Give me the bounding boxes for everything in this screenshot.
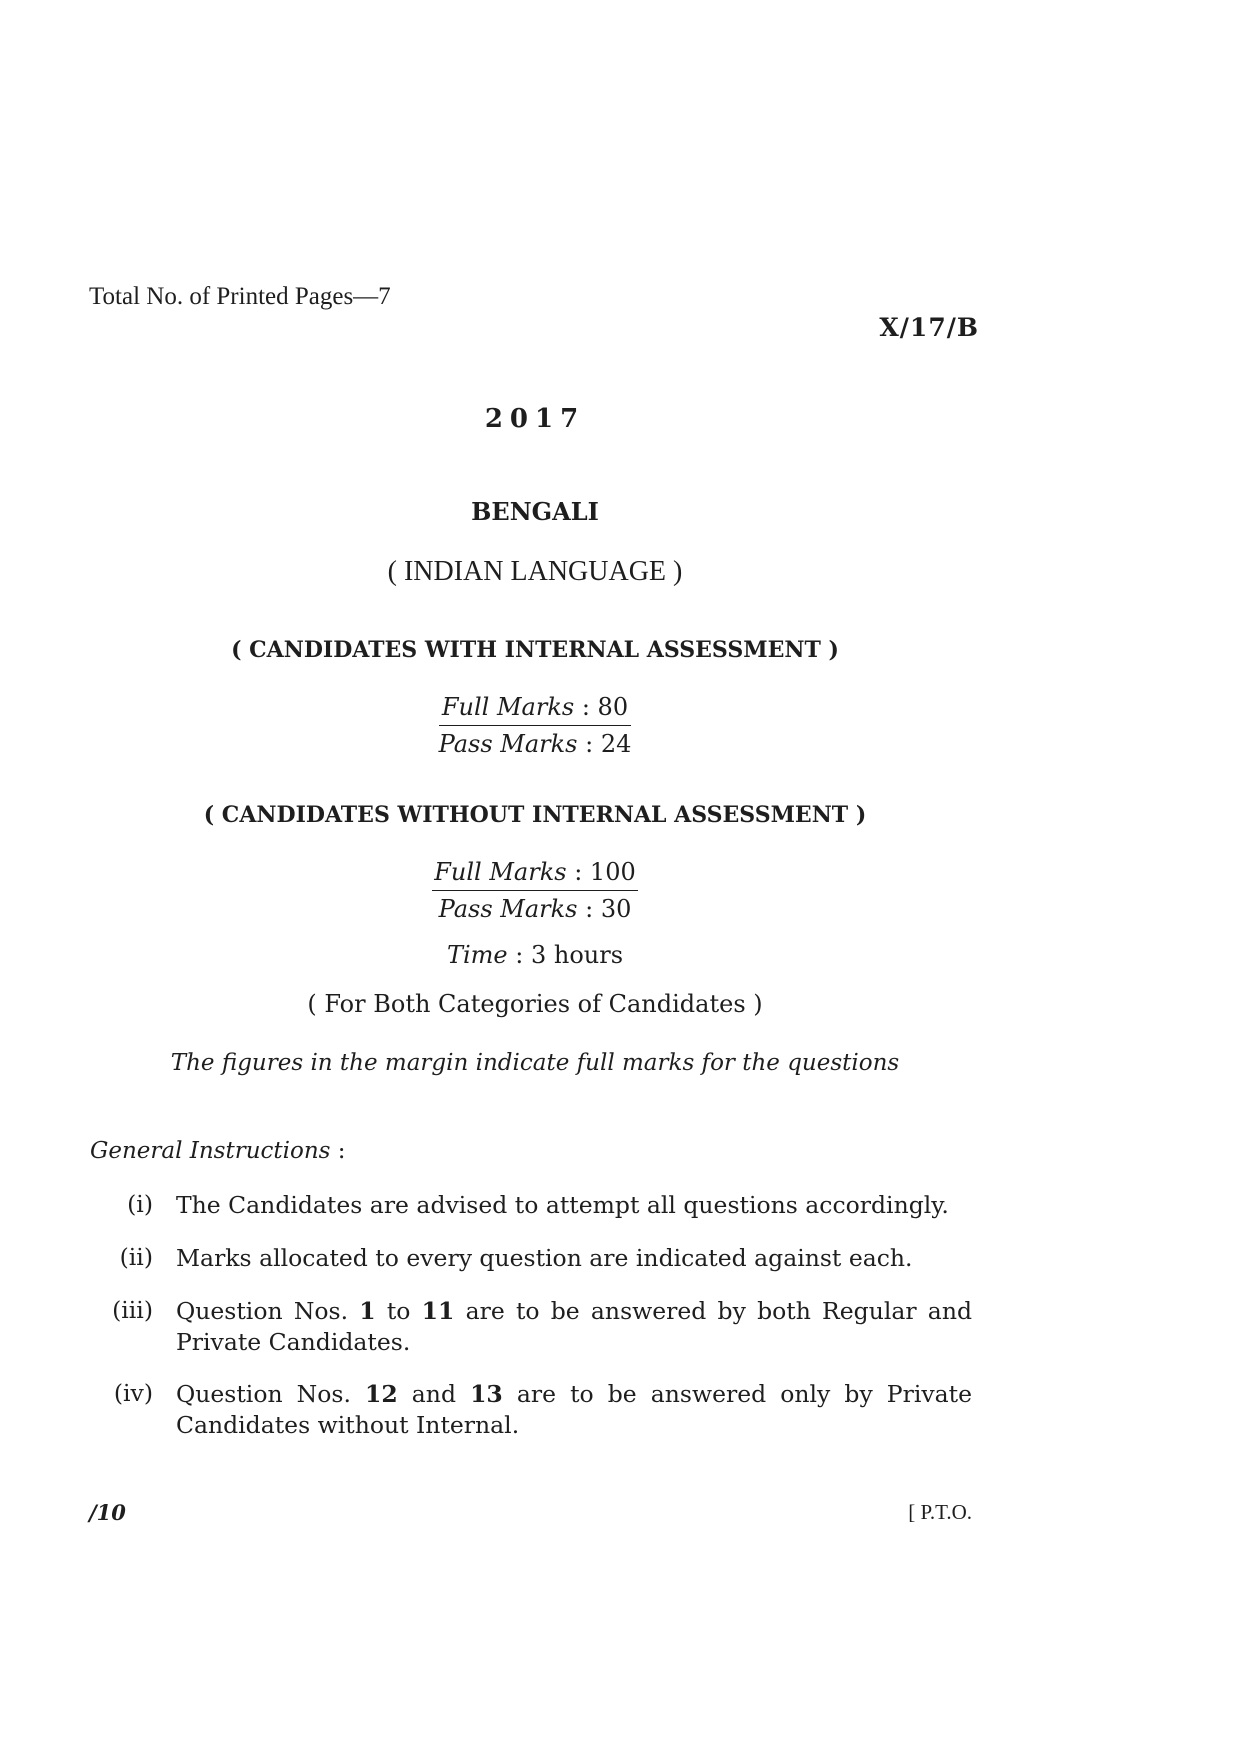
instruction-text-part: and xyxy=(397,1380,471,1408)
exam-year: 2017 xyxy=(484,404,586,434)
full-marks-line xyxy=(439,693,632,726)
full-marks-value: : 100 xyxy=(566,858,636,886)
category-1-heading: ( CANDIDATES WITH INTERNAL ASSESSMENT ) xyxy=(231,637,839,663)
instruction-text-part: to xyxy=(375,1297,422,1325)
general-instructions-label: General Instructions xyxy=(90,1138,331,1164)
general-instructions-heading xyxy=(90,1138,346,1164)
question-number: 12 xyxy=(365,1380,398,1408)
category-1-marks xyxy=(0,693,1070,758)
category-2-marks xyxy=(0,858,1070,923)
instruction-text-part: are to be answered by both Regular and Private Candidates. xyxy=(176,1297,972,1356)
question-number: 1 xyxy=(359,1297,376,1325)
instruction-text: The Candidates are advised to attempt all questions accordingly. xyxy=(176,1191,949,1219)
pass-marks-line xyxy=(439,726,632,758)
instruction-number: (iv) xyxy=(113,1379,153,1407)
instruction-number: (iii) xyxy=(112,1296,153,1324)
full-marks-label: Full Marks xyxy=(434,858,567,886)
pass-marks-label: Pass Marks xyxy=(438,730,578,758)
pass-marks-value: : 24 xyxy=(577,730,632,758)
full-marks-line xyxy=(432,858,637,891)
pass-marks-label: Pass Marks xyxy=(438,895,578,923)
instruction-text-part: Question Nos. xyxy=(176,1297,360,1325)
question-number: 11 xyxy=(421,1297,455,1325)
footer-pto: [ P.T.O. xyxy=(908,1500,972,1524)
general-instructions-colon: : xyxy=(330,1138,346,1164)
instruction-text xyxy=(176,1296,972,1358)
instruction-text xyxy=(176,1379,972,1441)
time-value: : 3 hours xyxy=(507,941,624,969)
footer-page-code: /10 xyxy=(89,1500,126,1525)
pass-marks-value: : 30 xyxy=(577,895,632,923)
instruction-number: (ii) xyxy=(119,1243,153,1271)
instruction-text-part: are to be answered only by Private Candidates without Internal. xyxy=(176,1380,972,1439)
pass-marks-line xyxy=(432,891,637,923)
category-2-heading: ( CANDIDATES WITHOUT INTERNAL ASSESSMENT ) xyxy=(203,802,867,828)
both-categories-note: ( For Both Categories of Candidates ) xyxy=(307,990,763,1018)
instruction-text-part: Question Nos. xyxy=(176,1380,366,1408)
margin-marks-note: The figures in the margin indicate full marks for the questions xyxy=(170,1050,900,1076)
subject-subtitle: ( INDIAN LANGUAGE ) xyxy=(387,556,683,587)
exam-time xyxy=(0,941,1070,969)
time-label: Time xyxy=(446,941,508,969)
subject-title: BENGALI xyxy=(471,497,599,526)
full-marks-label: Full Marks xyxy=(441,693,575,721)
question-number: 13 xyxy=(470,1380,503,1408)
paper-code: X/17/B xyxy=(879,313,979,342)
total-printed-pages: Total No. of Printed Pages—7 xyxy=(89,283,391,310)
instruction-number: (i) xyxy=(127,1190,153,1218)
full-marks-value: : 80 xyxy=(574,693,629,721)
instruction-text: Marks allocated to every question are indicated against each. xyxy=(176,1244,913,1272)
